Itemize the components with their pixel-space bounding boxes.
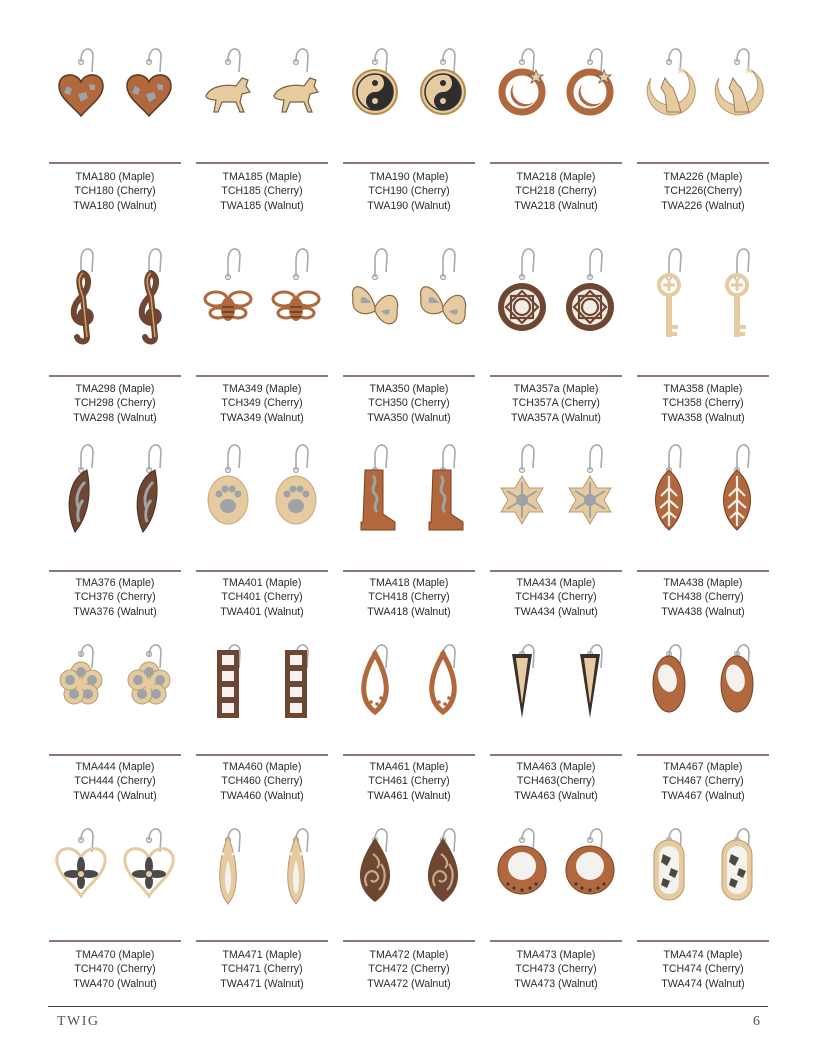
product-card (341, 628, 479, 808)
product-divider (490, 754, 622, 756)
maple-code: TMA461 (Maple) (369, 761, 449, 773)
leaf-earrings-icon (635, 428, 773, 546)
product-codes (488, 948, 624, 991)
page-number: 6 (753, 1014, 760, 1029)
product-card (635, 32, 773, 218)
product-divider (490, 940, 622, 942)
product-card (341, 812, 479, 996)
walnut-code: TWA434 (Walnut) (514, 605, 598, 618)
brand-name: TWIG (57, 1014, 100, 1029)
cherry-code: TCH180 (Cherry) (74, 185, 156, 198)
cherry-code: TCH350 (Cherry) (368, 397, 450, 410)
maple-code: TMA218 (Maple) (516, 171, 596, 183)
product-card (47, 428, 185, 624)
cherry-code: TCH474 (Cherry) (662, 963, 744, 976)
walnut-code: TWA226 (Walnut) (661, 199, 745, 212)
walnut-code: TWA473 (Walnut) (514, 977, 598, 990)
product-codes (194, 576, 330, 619)
maple-code: TMA226 (Maple) (663, 171, 743, 183)
walnut-code: TWA474 (Walnut) (661, 977, 745, 990)
skeleton-key-earrings-icon (635, 232, 773, 353)
maple-code: TMA180 (Maple) (75, 171, 155, 183)
product-divider (637, 940, 769, 942)
product-codes (341, 760, 477, 803)
product-codes (47, 170, 183, 213)
cherry-code: TCH467 (Cherry) (662, 775, 744, 788)
maple-code: TMA438 (Maple) (663, 577, 743, 589)
snowflake-star-earrings-icon (488, 428, 626, 546)
walnut-code: TWA349 (Walnut) (220, 411, 304, 424)
walnut-code: TWA460 (Walnut) (220, 789, 304, 802)
cherry-code: TCH218 (Cherry) (515, 185, 597, 198)
cherry-code: TCH461 (Cherry) (368, 775, 450, 788)
product-divider (196, 375, 328, 377)
product-divider (637, 754, 769, 756)
product-divider (637, 162, 769, 164)
teardrop-loop-earrings-icon (341, 628, 479, 730)
product-card (341, 232, 479, 430)
maple-code: TMA473 (Maple) (516, 949, 596, 961)
product-card (341, 32, 479, 218)
oval-leaf-earrings-icon (635, 812, 773, 916)
maple-code: TMA434 (Maple) (516, 577, 596, 589)
product-card (488, 628, 626, 808)
cherry-code: TCH298 (Cherry) (74, 397, 156, 410)
product-card (635, 428, 773, 624)
product-card (47, 32, 185, 218)
product-divider (343, 754, 475, 756)
product-codes (635, 576, 771, 619)
product-codes (194, 760, 330, 803)
product-card (635, 628, 773, 808)
product-divider (490, 162, 622, 164)
product-divider (343, 162, 475, 164)
product-divider (49, 375, 181, 377)
product-card (194, 428, 332, 624)
product-card (194, 232, 332, 430)
cowboy-boot-earrings-icon (341, 428, 479, 546)
walnut-code: TWA471 (Walnut) (220, 977, 304, 990)
maple-code: TMA467 (Maple) (663, 761, 743, 773)
maple-code: TMA401 (Maple) (222, 577, 302, 589)
cherry-code: TCH190 (Cherry) (368, 185, 450, 198)
product-codes (341, 382, 477, 425)
product-card (47, 812, 185, 996)
product-divider (637, 375, 769, 377)
product-codes (635, 948, 771, 991)
walnut-code: TWA472 (Walnut) (367, 977, 451, 990)
product-card (635, 812, 773, 996)
cherry-code: TCH376 (Cherry) (74, 591, 156, 604)
product-divider (196, 162, 328, 164)
product-card (488, 812, 626, 996)
cherry-code: TCH357A (Cherry) (512, 397, 600, 410)
product-codes (194, 382, 330, 425)
cherry-code: TCH185 (Cherry) (221, 185, 303, 198)
product-card (194, 628, 332, 808)
product-divider (49, 940, 181, 942)
cherry-code: TCH470 (Cherry) (74, 963, 156, 976)
product-codes (47, 382, 183, 425)
product-divider (490, 375, 622, 377)
walnut-code: TWA190 (Walnut) (367, 199, 451, 212)
maple-code: TMA376 (Maple) (75, 577, 155, 589)
circle-hoop-earrings-icon (488, 812, 626, 916)
rectangle-window-earrings-icon (194, 628, 332, 730)
maple-code: TMA357a (Maple) (513, 383, 599, 395)
product-card (488, 32, 626, 218)
horse-earrings-icon (194, 32, 332, 138)
cherry-code: TCH349 (Cherry) (221, 397, 303, 410)
product-divider (196, 570, 328, 572)
footer-divider (48, 1006, 768, 1007)
product-card (194, 32, 332, 218)
walnut-code: TWA418 (Walnut) (367, 605, 451, 618)
flower-earrings-icon (47, 628, 185, 730)
maple-code: TMA471 (Maple) (222, 949, 302, 961)
filigree-teardrop-earrings-icon (341, 812, 479, 916)
product-card (488, 428, 626, 624)
product-codes (488, 576, 624, 619)
maple-code: TMA460 (Maple) (222, 761, 302, 773)
product-codes (488, 382, 624, 425)
walnut-code: TWA185 (Walnut) (220, 199, 304, 212)
product-codes (488, 760, 624, 803)
product-codes (47, 760, 183, 803)
cherry-code: TCH418 (Cherry) (368, 591, 450, 604)
bee-earrings-icon (194, 232, 332, 353)
product-card (635, 232, 773, 430)
walnut-code: TWA467 (Walnut) (661, 789, 745, 802)
product-codes (194, 170, 330, 213)
long-teardrop-earrings-icon (194, 812, 332, 916)
product-divider (343, 375, 475, 377)
walnut-code: TWA463 (Walnut) (514, 789, 598, 802)
product-card (341, 428, 479, 624)
maple-code: TMA474 (Maple) (663, 949, 743, 961)
walnut-code: TWA180 (Walnut) (73, 199, 157, 212)
cherry-code: TCH401 (Cherry) (221, 591, 303, 604)
product-divider (343, 940, 475, 942)
product-codes (635, 170, 771, 213)
yin-yang-earrings-icon (341, 32, 479, 138)
cherry-code: TCH226(Cherry) (663, 185, 743, 198)
product-divider (196, 754, 328, 756)
product-card (47, 628, 185, 808)
maple-code: TMA358 (Maple) (663, 383, 743, 395)
moon-star-earrings-icon (488, 32, 626, 138)
maple-code: TMA190 (Maple) (369, 171, 449, 183)
cherry-code: TCH460 (Cherry) (221, 775, 303, 788)
walnut-code: TWA444 (Walnut) (73, 789, 157, 802)
product-codes (488, 170, 624, 213)
cherry-code: TCH463(Cherry) (516, 775, 596, 788)
butterfly-earrings-icon (341, 232, 479, 353)
cherry-code: TCH358 (Cherry) (662, 397, 744, 410)
cherry-code: TCH444 (Cherry) (74, 775, 156, 788)
cherry-code: TCH473 (Cherry) (515, 963, 597, 976)
maple-code: TMA350 (Maple) (369, 383, 449, 395)
product-codes (635, 760, 771, 803)
maple-code: TMA298 (Maple) (75, 383, 155, 395)
mandala-circle-earrings-icon (488, 232, 626, 353)
paw-print-earrings-icon (194, 428, 332, 546)
heart-earrings-icon (47, 32, 185, 138)
maple-code: TMA349 (Maple) (222, 383, 302, 395)
heart-flower-earrings-icon (47, 812, 185, 916)
howling-wolf-moon-earrings-icon (635, 32, 773, 138)
maple-code: TMA418 (Maple) (369, 577, 449, 589)
product-codes (47, 576, 183, 619)
maple-code: TMA444 (Maple) (75, 761, 155, 773)
cherry-code: TCH471 (Cherry) (221, 963, 303, 976)
product-codes (635, 382, 771, 425)
cherry-code: TCH434 (Cherry) (515, 591, 597, 604)
product-card (194, 812, 332, 996)
cherry-code: TCH472 (Cherry) (368, 963, 450, 976)
cherry-code: TCH438 (Cherry) (662, 591, 744, 604)
product-divider (49, 754, 181, 756)
product-codes (341, 948, 477, 991)
product-divider (637, 570, 769, 572)
maple-code: TMA463 (Maple) (516, 761, 596, 773)
product-codes (194, 948, 330, 991)
walnut-code: TWA470 (Walnut) (73, 977, 157, 990)
spike-triangle-earrings-icon (488, 628, 626, 730)
product-codes (47, 948, 183, 991)
walnut-code: TWA376 (Walnut) (73, 605, 157, 618)
walnut-code: TWA461 (Walnut) (367, 789, 451, 802)
walnut-code: TWA438 (Walnut) (661, 605, 745, 618)
walnut-code: TWA357A (Walnut) (511, 411, 601, 424)
product-divider (196, 940, 328, 942)
oval-hoop-earrings-icon (635, 628, 773, 730)
product-codes (341, 170, 477, 213)
product-codes (341, 576, 477, 619)
product-card (47, 232, 185, 430)
product-divider (490, 570, 622, 572)
product-divider (49, 162, 181, 164)
walnut-code: TWA350 (Walnut) (367, 411, 451, 424)
walnut-code: TWA401 (Walnut) (220, 605, 304, 618)
walnut-code: TWA298 (Walnut) (73, 411, 157, 424)
product-divider (49, 570, 181, 572)
treble-clef-earrings-icon (47, 232, 185, 353)
walnut-code: TWA358 (Walnut) (661, 411, 745, 424)
angel-wing-earrings-icon (47, 428, 185, 546)
product-divider (343, 570, 475, 572)
product-card (488, 232, 626, 430)
maple-code: TMA472 (Maple) (369, 949, 449, 961)
maple-code: TMA470 (Maple) (75, 949, 155, 961)
walnut-code: TWA218 (Walnut) (514, 199, 598, 212)
maple-code: TMA185 (Maple) (222, 171, 302, 183)
